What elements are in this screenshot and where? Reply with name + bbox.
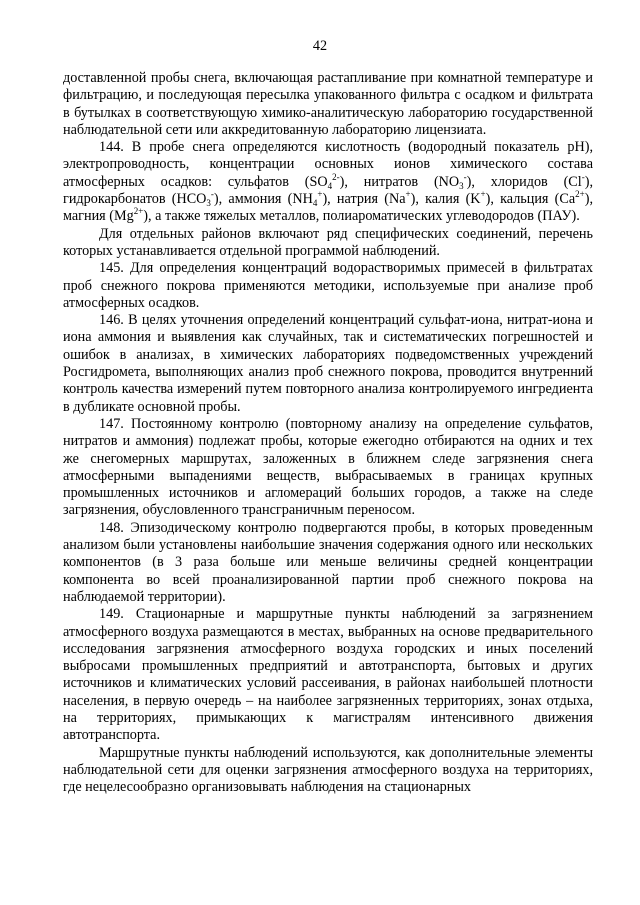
paragraph-p144-supscript: + (480, 189, 486, 200)
paragraph-p144-text: ), кальция (Ca (485, 191, 576, 208)
paragraph-p144-text: ), магния (Mg (63, 191, 594, 225)
paragraph-p144-subscript: 3 (459, 180, 464, 191)
paragraph-p144-text: ), натрия (Na (322, 191, 406, 208)
paragraph-p149b-text: Маршрутные пункты наблюдений используются, как дополнительные элементы наблюдательной сети для оценки загрязнения атмосферного воздуха на территориях, где нецелесообразно организовывать наблюдения на стационарных (63, 744, 593, 796)
paragraph-p144 (63, 139, 593, 225)
paragraph-p146 (63, 312, 593, 416)
paragraph-p144-supscript: + (317, 189, 323, 200)
paragraph-p144-supscript: 2+ (133, 206, 144, 217)
paragraph-p144-text: ), а также тяжелых металлов, полиароматических углеводородов (ПАУ). (143, 208, 580, 225)
paragraph-p144-subscript: 4 (312, 198, 318, 209)
paragraph-p147-text: 147. Постоянному контролю (повторному анализу на определение сульфатов, нитратов и аммония) подлежат пробы, которые ежегодно отбираются на одних и тех же снегомерных маршрутах, заложенных в ближнем следе загрязнения снега атмосферными выпадениями веществ, выбрасываемых в границах крупных промышленных источников и агломераций больших городов, а также на следе загрязнения, обусловленного трансграничным переносом. (63, 415, 593, 519)
paragraph-p144-subscript: 4 (327, 180, 333, 191)
paragraph-p144-text: ), аммония (NH (213, 191, 313, 208)
paragraph-p148 (63, 520, 593, 606)
paragraph-p144-text: ), хлоридов (Cl (466, 173, 582, 190)
paragraph-p0-text: доставленной пробы снега, включающая растапливание при комнатной температуре и фильтрацию, и последующая пересылка упакованного фильтра с осадком и фильтрата в бутылках в соответствующую химико-аналитическую лабораторию государственной наблюдательной сети или аккредитованную лабораторию лицензиата. (63, 70, 593, 138)
paragraph-p149-text: 149. Стационарные и маршрутные пункты наблюдений за загрязнением атмосферного воздуха размещаются в местах, выбранных на основе предварительного исследования загрязнения атмосферного воздуха городских и иных поселений выбросами промышленных предприятий и автотранспорта, бытовых и других источников и климатических условий рассеивания, в районах наибольшей плотности населения, в первую очередь – на наиболее загрязненных территориях, зонах отдыха, на территориях, примыкающих к магистралям интенсивного движения автотранспорта. (63, 606, 593, 744)
paragraph-p144-subscript: 3 (206, 198, 211, 209)
paragraph-p0 (63, 70, 593, 139)
document-body (63, 70, 593, 796)
paragraph-p144-text: ), гидрокарбонатов (HCO (63, 173, 593, 208)
paragraph-p144-text: 144. В пробе снега определяются кислотность (водородный показатель pH), электропроводность, концентрации основных ионов химического состава атмосферных осадков: сульфатов (SO (63, 139, 593, 190)
paragraph-p144b-text: Для отдельных районов включают ряд специфических соединений, перечень которых устанавливается отдельной программой наблюдений. (63, 225, 593, 259)
paragraph-p144-text: ), калия (K (410, 191, 481, 208)
paragraph-p145-text: 145. Для определения концентраций водорастворимых примесей в фильтратах проб снежного покрова применяются методики, используемые при анализе проб атмосферных осадков. (63, 260, 593, 311)
paragraph-p144b (63, 226, 593, 261)
paragraph-p144-text: ), нитратов (NO (339, 173, 460, 190)
paragraph-p144-supscript: - (210, 189, 214, 200)
paragraph-p144-supscript: 2+ (575, 189, 585, 200)
paragraph-p149b (63, 745, 593, 797)
paragraph-p144-supscript: + (405, 189, 411, 200)
paragraph-p145 (63, 260, 593, 312)
paragraph-p144-supscript: - (581, 171, 585, 182)
page-number: 42 (312, 38, 328, 54)
paragraph-p144-supscript: 2- (332, 171, 340, 182)
paragraph-p147 (63, 416, 593, 520)
paragraph-p149 (63, 606, 593, 744)
paragraph-p146-text: 146. В целях уточнения определений концентраций сульфат-иона, нитрат-иона и иона аммония и выявления как случайных, так и систематических погрешностей и ошибок в анализах, в химических лабораториях подведомственных учреждений Росгидромета, выполняющих анализ проб снежного покрова, проводится внутренний контроль качества измерений путем повторного анализа контролируемого ингредиента в дубликате основной пробы. (63, 312, 593, 415)
paragraph-p148-text: 148. Эпизодическому контролю подвергаются пробы, в которых проведенным анализом были установлены наибольшие значения содержания одного или нескольких компонентов (в 3 раза больше или меньше величины средней концентрации компонента во всей проанализированной партии проб снежного покрова на наблюдаемой территории). (63, 519, 593, 605)
paragraph-p144-supscript: - (463, 171, 467, 182)
